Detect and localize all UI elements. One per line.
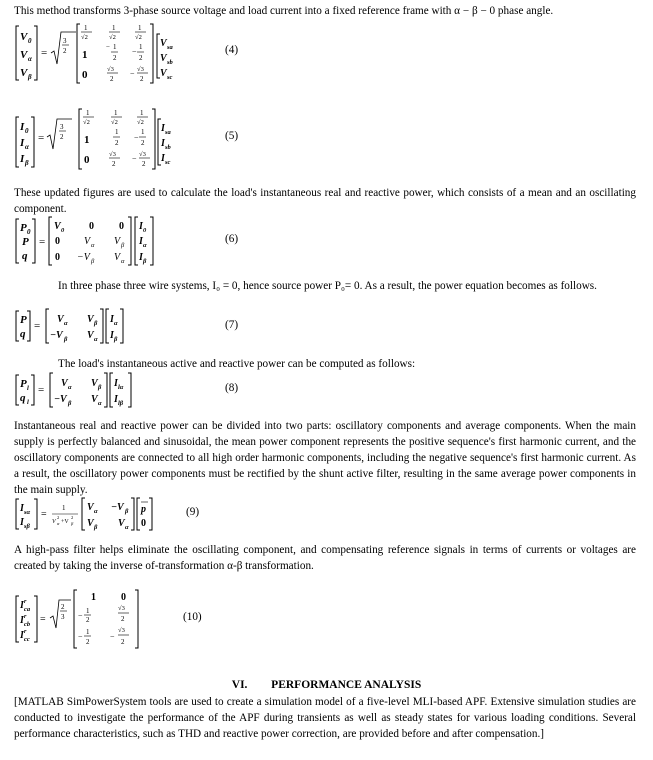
svg-text:sa: sa (165, 129, 171, 136)
svg-text:I: I (110, 330, 114, 341)
svg-text:1: 1 (140, 109, 144, 117)
svg-text:−: − (110, 632, 115, 641)
svg-text:1: 1 (114, 109, 118, 117)
svg-text:=: = (41, 47, 48, 59)
svg-text:1: 1 (115, 128, 119, 136)
svg-text:−V: −V (54, 394, 67, 405)
svg-text:V: V (160, 38, 167, 49)
equation-10 (14, 588, 154, 650)
svg-text:r: r (24, 599, 27, 605)
svg-text:I: I (20, 153, 25, 165)
svg-text:α: α (57, 521, 60, 526)
svg-text:1: 1 (139, 43, 143, 51)
equation-number-7: (7) (225, 319, 239, 331)
svg-text:I: I (139, 236, 143, 247)
svg-text:V: V (84, 236, 91, 247)
svg-text:−: − (130, 69, 135, 78)
svg-text:1: 1 (84, 134, 90, 146)
svg-text:√3: √3 (137, 66, 144, 73)
svg-text:V: V (54, 221, 61, 232)
equation-4 (14, 18, 174, 88)
svg-text:sβ: sβ (24, 523, 30, 530)
svg-text:V: V (20, 67, 28, 79)
svg-text:−: − (132, 47, 137, 56)
svg-text:β: β (98, 384, 102, 391)
svg-text:2: 2 (110, 75, 114, 83)
svg-text:I: I (20, 600, 24, 611)
svg-text:l: l (27, 399, 29, 406)
svg-text:sb: sb (165, 144, 171, 151)
svg-text:−: − (78, 632, 83, 641)
three-wire-paragraph: In three phase three wire systems, I₀ = 0, hence source power P₀= 0. As a result, the power equation becomes as follows. (58, 280, 597, 292)
svg-text:β: β (68, 400, 72, 407)
svg-text:+V: +V (61, 519, 69, 525)
svg-text:V: V (57, 314, 64, 325)
svg-text:lβ: lβ (118, 400, 124, 407)
svg-text:−V: −V (50, 330, 63, 341)
svg-text:−V: −V (111, 502, 124, 513)
svg-text:2: 2 (86, 616, 90, 624)
svg-text:q: q (20, 392, 26, 404)
svg-text:√2: √2 (137, 119, 144, 126)
load-power-paragraph: The load's instantaneous active and reactive power can be computed as follows: (58, 358, 416, 370)
svg-text:1: 1 (86, 109, 90, 117)
svg-text:sb: sb (167, 59, 173, 66)
svg-text:V: V (87, 502, 94, 513)
svg-text:V: V (114, 252, 121, 263)
svg-text:=: = (41, 509, 47, 520)
performance-paragraph: [MATLAB SimPowerSystem tools are used to create a simulation model of a five-level MLI-based APF. Extensive simulation studies are conducted to investigate the performance of the APF during transients as well as steady states for various loading conditions. Several performance characteristics, such as THD and reactive power correction, are provided before and after compensation.] (14, 696, 636, 740)
svg-text:2: 2 (142, 160, 146, 168)
svg-text:0: 0 (84, 154, 90, 166)
instantaneous-power-paragraph: Instantaneous real and reactive power can be divided into two parts: oscillatory components and average components. When the main supply is perfectly balanced and sinusoidal, the mean power component represents the positive sequence's first harmonic current, and the oscillatory components are connected to all high order harmonic components, including the negative sequence's first harmonic current. As a result, the oscillatory power components must be rectified by the shunt active filter, resulting in the same average power components in the main supply. (14, 420, 636, 496)
svg-text:√3: √3 (118, 627, 125, 634)
svg-text:cb: cb (24, 621, 31, 628)
section-number: VI. (231, 679, 248, 691)
svg-text:V: V (61, 378, 68, 389)
svg-text:1: 1 (91, 592, 96, 603)
svg-text:2: 2 (57, 515, 60, 520)
svg-text:0: 0 (55, 236, 60, 247)
svg-text:0: 0 (55, 252, 60, 263)
svg-text:p: p (141, 504, 146, 515)
svg-text:V: V (160, 53, 167, 64)
svg-text:ca: ca (24, 606, 31, 613)
svg-text:α: α (125, 524, 129, 531)
svg-text:I: I (161, 153, 165, 164)
svg-text:q: q (20, 328, 26, 340)
svg-text:α: α (28, 55, 32, 63)
svg-text:1: 1 (138, 24, 142, 32)
svg-text:V: V (118, 518, 125, 529)
svg-text:2: 2 (139, 54, 143, 62)
svg-text:0: 0 (121, 592, 126, 603)
svg-text:1: 1 (113, 43, 117, 51)
equation-number-9: (9) (186, 506, 200, 518)
svg-text:0: 0 (143, 227, 147, 234)
svg-text:√2: √2 (111, 119, 118, 126)
svg-text:V: V (160, 68, 167, 79)
svg-text:1: 1 (86, 607, 90, 615)
svg-text:α: α (68, 384, 72, 391)
svg-text:−: − (132, 154, 137, 163)
svg-text:3: 3 (63, 37, 67, 45)
svg-text:α: α (121, 258, 125, 265)
svg-text:2: 2 (141, 139, 145, 147)
svg-text:√3: √3 (118, 605, 125, 612)
svg-text:=: = (38, 384, 45, 396)
svg-text:I: I (20, 121, 25, 133)
svg-text:√2: √2 (83, 119, 90, 126)
svg-text:−: − (78, 611, 83, 620)
svg-text:I: I (20, 630, 24, 641)
svg-text:V: V (91, 378, 98, 389)
equation-number-5: (5) (225, 130, 239, 142)
svg-text:l: l (27, 385, 29, 392)
svg-text:0: 0 (28, 37, 32, 45)
svg-text:I: I (20, 503, 24, 514)
svg-text:0: 0 (119, 221, 124, 232)
high-pass-filter-paragraph: A high-pass filter helps eliminate the oscillating component, and compensating reference signals in terms of currents or voltages are created by taking the inverse of-transformation α-β transformation. (14, 544, 636, 572)
equation-6 (14, 215, 174, 267)
svg-text:q: q (22, 250, 28, 262)
svg-text:β: β (114, 336, 118, 343)
svg-text:0: 0 (25, 127, 29, 135)
svg-text:I: I (114, 394, 118, 405)
svg-text:β: β (143, 258, 147, 265)
svg-text:β: β (25, 159, 29, 167)
svg-text:2: 2 (121, 615, 125, 623)
svg-text:V: V (91, 394, 98, 405)
svg-text:0: 0 (89, 221, 94, 232)
svg-text:2: 2 (115, 139, 119, 147)
svg-text:P: P (22, 236, 29, 248)
svg-text:1: 1 (141, 128, 145, 136)
svg-text:√3: √3 (107, 66, 114, 73)
svg-text:2: 2 (60, 133, 64, 141)
svg-text:I: I (161, 123, 165, 134)
updated-figures-paragraph: These updated figures are used to calculate the load's instantaneous real and reactive power, which consists of a mean and an oscillating component. (14, 187, 636, 215)
svg-text:α: α (98, 400, 102, 407)
equation-number-8: (8) (225, 382, 239, 394)
equation-8 (14, 372, 154, 408)
svg-text:sa: sa (167, 44, 173, 51)
svg-text:lα: lα (118, 384, 124, 391)
svg-text:α: α (94, 336, 98, 343)
equation-9 (14, 497, 164, 531)
svg-text:α: α (25, 143, 29, 151)
svg-text:2: 2 (61, 603, 65, 611)
equation-number-4: (4) (225, 44, 239, 56)
svg-text:α: α (143, 242, 147, 249)
svg-text:1: 1 (84, 24, 88, 32)
svg-text:β: β (125, 508, 129, 515)
equation-number-10: (10) (183, 611, 202, 623)
svg-text:−V: −V (77, 252, 90, 263)
svg-text:α: α (64, 320, 68, 327)
svg-text:I: I (114, 378, 118, 389)
equation-7 (14, 308, 144, 344)
svg-text:=: = (40, 614, 46, 625)
svg-text:P: P (20, 222, 27, 234)
svg-text:r: r (24, 629, 27, 635)
svg-text:V: V (20, 31, 28, 43)
svg-text:cc: cc (24, 636, 30, 643)
svg-text:2: 2 (86, 638, 90, 646)
svg-text:1: 1 (82, 49, 88, 61)
svg-text:−: − (106, 43, 110, 51)
svg-text:β: β (71, 521, 74, 526)
svg-text:V: V (87, 314, 94, 325)
svg-text:sc: sc (165, 159, 171, 166)
svg-text:β: β (121, 242, 125, 249)
svg-text:I: I (20, 137, 25, 149)
svg-text:α: α (91, 242, 95, 249)
svg-text:I: I (110, 314, 114, 325)
svg-text:√3: √3 (109, 151, 116, 158)
svg-text:1: 1 (86, 628, 90, 636)
svg-text:β: β (64, 336, 68, 343)
svg-text:β: β (94, 524, 98, 531)
svg-text:r: r (24, 614, 27, 620)
section-title: PERFORMANCE ANALYSIS (271, 679, 422, 691)
svg-text:sα: sα (24, 509, 31, 516)
svg-text:α: α (94, 508, 98, 515)
svg-text:I: I (20, 615, 24, 626)
svg-text:V: V (52, 519, 56, 525)
svg-text:2: 2 (121, 638, 125, 646)
svg-text:sc: sc (167, 74, 173, 81)
svg-text:V: V (87, 330, 94, 341)
svg-text:V: V (20, 49, 28, 61)
svg-text:I: I (161, 138, 165, 149)
svg-text:1: 1 (112, 24, 116, 32)
svg-text:0: 0 (61, 227, 65, 234)
svg-text:=: = (38, 132, 45, 144)
intro-paragraph: This method transforms 3-phase source voltage and load current into a fixed reference frame with α − β − 0 phase angle. (14, 5, 554, 17)
svg-text:√3: √3 (139, 151, 146, 158)
svg-text:=: = (39, 236, 46, 248)
svg-text:2: 2 (71, 515, 74, 520)
svg-text:2: 2 (63, 47, 67, 55)
svg-text:0: 0 (82, 69, 88, 81)
svg-text:2: 2 (113, 54, 117, 62)
svg-text:=: = (34, 320, 41, 332)
svg-text:I: I (139, 252, 143, 263)
svg-text:3: 3 (61, 613, 65, 621)
svg-text:√2: √2 (135, 34, 142, 41)
svg-text:β: β (91, 258, 95, 265)
svg-text:0: 0 (141, 518, 146, 529)
svg-text:3: 3 (60, 123, 64, 131)
section-heading (0, 679, 653, 691)
equation-5 (14, 103, 174, 173)
svg-text:I: I (20, 517, 24, 528)
equation-number-6: (6) (225, 233, 239, 245)
svg-text:P: P (20, 378, 27, 390)
svg-text:−: − (134, 133, 139, 142)
svg-text:0: 0 (27, 228, 31, 236)
svg-text:1: 1 (62, 504, 66, 512)
svg-text:√2: √2 (81, 34, 88, 41)
svg-text:P: P (20, 314, 27, 326)
svg-text:β: β (94, 320, 98, 327)
svg-text:2: 2 (140, 75, 144, 83)
svg-text:I: I (139, 221, 143, 232)
svg-text:V: V (114, 236, 121, 247)
svg-text:β: β (28, 73, 32, 81)
svg-text:V: V (87, 518, 94, 529)
svg-text:α: α (114, 320, 118, 327)
svg-text:√2: √2 (109, 34, 116, 41)
svg-text:2: 2 (112, 160, 116, 168)
